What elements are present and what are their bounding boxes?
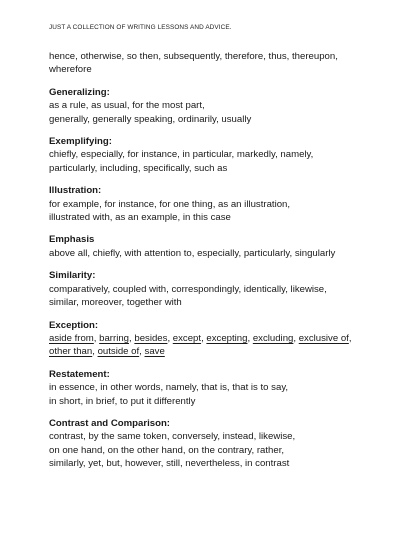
exception-terms: aside from, barring, besides, except, excepting, excluding, exclusive of, other than, outside of, save — [49, 332, 352, 358]
section-contrast-and-comparison — [49, 417, 389, 471]
section-similarity — [49, 269, 389, 309]
section-restatement — [49, 368, 389, 408]
section-exception — [49, 319, 389, 359]
section-illustration — [49, 184, 389, 224]
section-line: in essence, in other words, namely, that is, that is to say, — [49, 382, 289, 394]
exception-term-link[interactable]: exclusive of — [298, 332, 349, 344]
exception-term-link[interactable]: aside from — [49, 332, 94, 344]
section-line: generally, generally speaking, ordinarily, usually — [49, 113, 252, 125]
section-heading: Exemplifying: — [49, 136, 112, 148]
section-line: in short, in brief, to put it differently — [49, 395, 196, 407]
exception-term-link[interactable]: excepting — [206, 332, 248, 344]
section-heading: Illustration: — [49, 185, 102, 197]
section-line: contrast, by the same token, conversely, instead, likewise, — [49, 431, 296, 443]
section-heading: Restatement: — [49, 368, 110, 380]
section-line: chiefly, especially, for instance, in particular, markedly, namely, — [49, 149, 314, 161]
exception-term-link[interactable]: outside of — [97, 346, 140, 358]
section-line: on one hand, on the other hand, on the contrary, rather, — [49, 444, 285, 456]
section-heading: Generalizing: — [49, 86, 110, 98]
section-line: similarly, yet, but, however, still, nevertheless, in contrast — [49, 458, 290, 470]
intro-line: hence, otherwise, so then, subsequently, therefore, thus, thereupon, — [49, 51, 338, 62]
section-heading: Contrast and Comparison: — [49, 417, 170, 429]
exception-term-link[interactable]: besides — [134, 332, 168, 344]
exception-term-link[interactable]: save — [144, 346, 165, 358]
section-line: particularly, including, specifically, such as — [49, 162, 228, 174]
exception-term-link[interactable]: except — [172, 332, 202, 344]
section-line: illustrated with, as an example, in this case — [49, 212, 231, 224]
section-heading: Exception: — [49, 319, 99, 331]
section-generalizing — [49, 86, 389, 126]
section-heading: Emphasis — [49, 234, 95, 246]
section-exemplifying — [49, 135, 389, 175]
exception-term-link[interactable]: other than — [49, 346, 93, 358]
section-line: above all, chiefly, with attention to, especially, particularly, singularly — [49, 247, 336, 259]
exception-term-link[interactable]: barring — [99, 332, 130, 344]
section-line: as a rule, as usual, for the most part, — [49, 100, 205, 112]
running-header: JUST A COLLECTION OF WRITING LESSONS AND ADVICE. — [49, 24, 232, 31]
section-heading: Similarity: — [49, 270, 96, 282]
intro-line: wherefore — [49, 64, 92, 76]
document-body — [49, 50, 389, 471]
section-line: for example, for instance, for one thing, as an illustration, — [49, 198, 291, 210]
section-line: comparatively, coupled with, correspondingly, identically, likewise, — [49, 283, 327, 295]
exception-term-link[interactable]: excluding — [252, 332, 294, 344]
intro-block — [49, 50, 389, 77]
section-line: similar, moreover, together with — [49, 297, 182, 309]
section-emphasis — [49, 233, 389, 260]
